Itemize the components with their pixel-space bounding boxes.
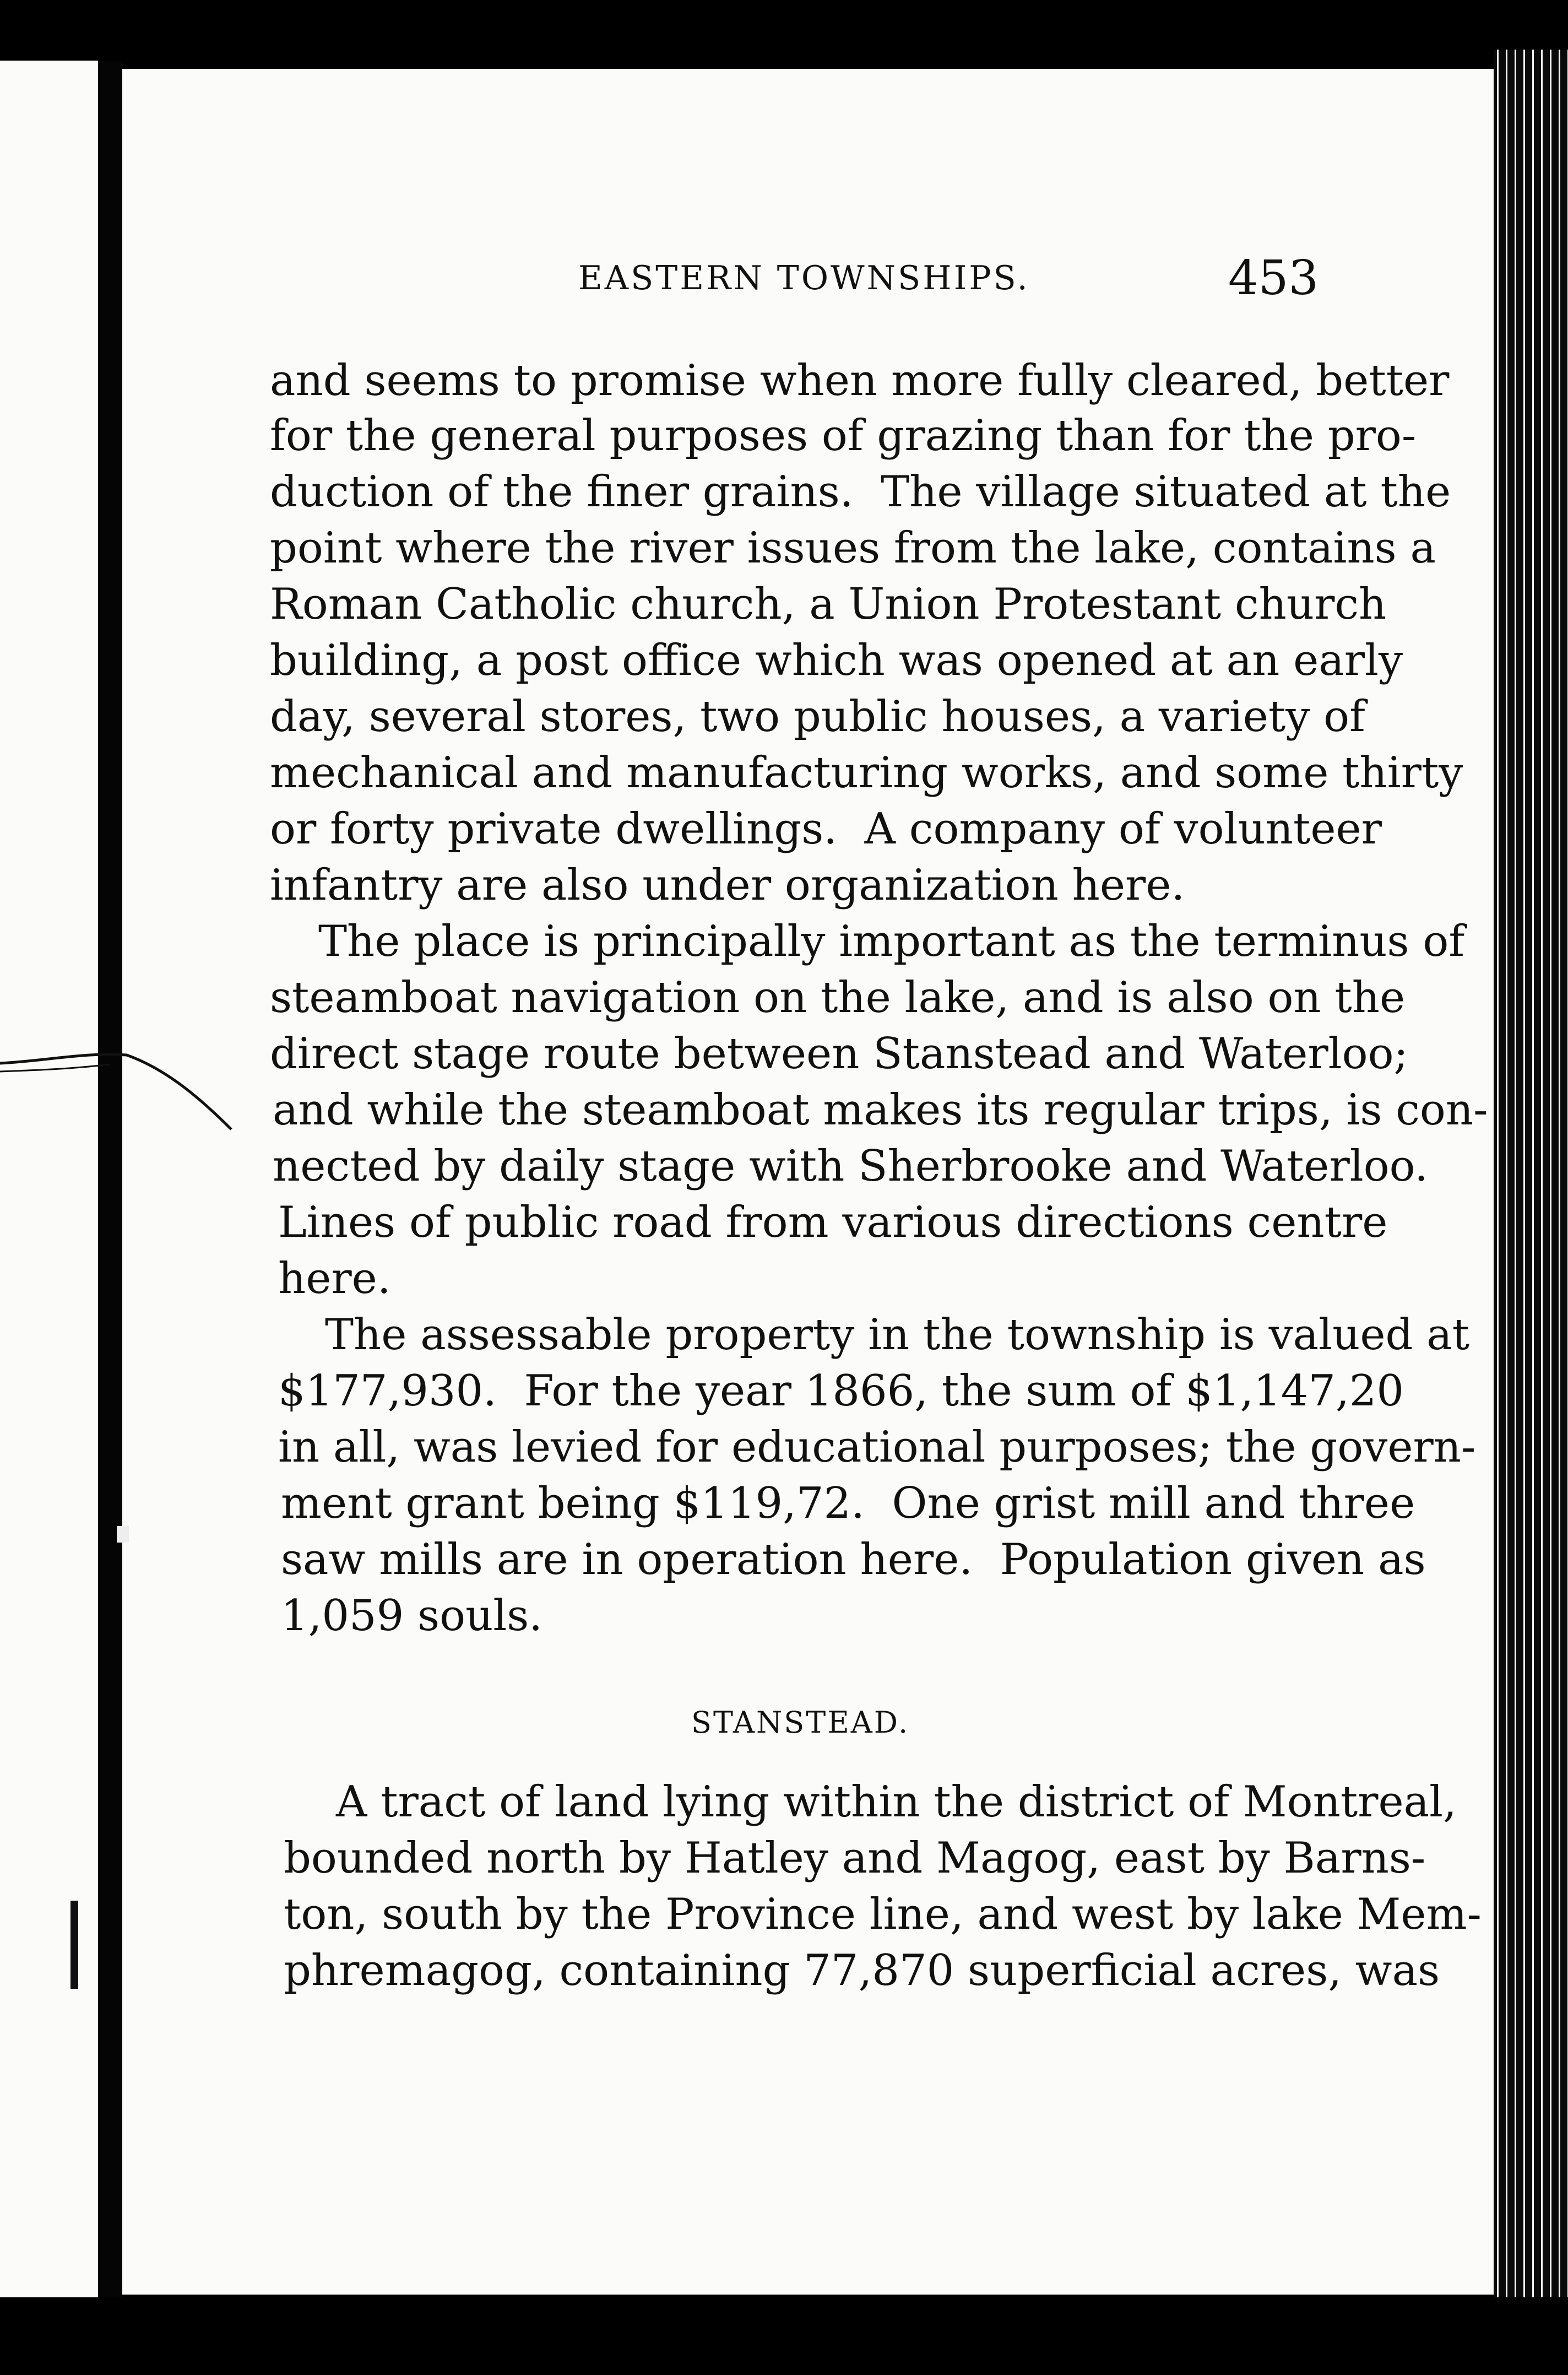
text-line: 1,059 souls. [281, 1591, 543, 1641]
text-line: in all, was levied for educational purposes; the govern- [278, 1422, 1476, 1472]
section-heading: STANSTEAD. [691, 1705, 910, 1740]
pen-mark-bracket [0, 1030, 259, 1135]
text-line: and seems to promise when more fully cleared, better [270, 356, 1450, 405]
text-line: phremagog, containing 77,870 superficial acres, was [284, 1946, 1440, 1995]
text-line: bounded north by Hatley and Magog, east by Barns- [284, 1833, 1426, 1883]
text-line: Roman Catholic church, a Union Protestant church [270, 580, 1387, 629]
text-line: Lines of public road from various directions centre [278, 1198, 1388, 1247]
text-line: for the general purposes of grazing than for the pro- [270, 411, 1417, 461]
page-number: 453 [1228, 251, 1319, 306]
text-line: or forty private dwellings. A company of volunteer [270, 804, 1382, 854]
text-line: mechanical and manufacturing works, and some thirty [270, 748, 1463, 798]
text-line: ton, south by the Province line, and west by lake Mem- [284, 1890, 1482, 1939]
text-line: infantry are also under organization here. [270, 861, 1185, 910]
text-line: steamboat navigation on the lake, and is also on the [270, 973, 1406, 1023]
running-title: EASTERN TOWNSHIPS. [578, 259, 1030, 297]
text-line: The place is principally important as the terminus of [318, 917, 1465, 966]
text-line: A tract of land lying within the district of Montreal, [336, 1777, 1457, 1827]
scan-bottom-border [0, 2297, 1568, 2375]
text-line: here. [278, 1254, 391, 1303]
stray-mark [70, 1901, 78, 1989]
stray-mark [117, 1526, 129, 1543]
facing-page-edge [0, 61, 99, 2319]
book-spine-shadow [98, 61, 123, 2297]
text-line: saw mills are in operation here. Population given as [281, 1535, 1426, 1584]
text-line: point where the river issues from the lake, contains a [270, 523, 1436, 573]
text-line: The assessable property in the township is valued at [325, 1310, 1470, 1360]
text-line: direct stage route between Stanstead and Waterloo; [270, 1029, 1408, 1079]
text-line: building, a post office which was opened at an early [270, 636, 1403, 685]
page-stack-edge [1494, 50, 1568, 2375]
text-line: ment grant being $119,72. One grist mill and three [281, 1479, 1415, 1528]
text-line: duction of the finer grains. The village situated at the [270, 467, 1451, 517]
text-line: nected by daily stage with Sherbrooke and Waterloo. [273, 1141, 1429, 1191]
text-line: and while the steamboat makes its regular trips, is con- [273, 1085, 1488, 1135]
text-line: day, several stores, two public houses, a variety of [270, 692, 1365, 742]
text-line: $177,930. For the year 1866, the sum of $1,147,20 [278, 1366, 1404, 1416]
